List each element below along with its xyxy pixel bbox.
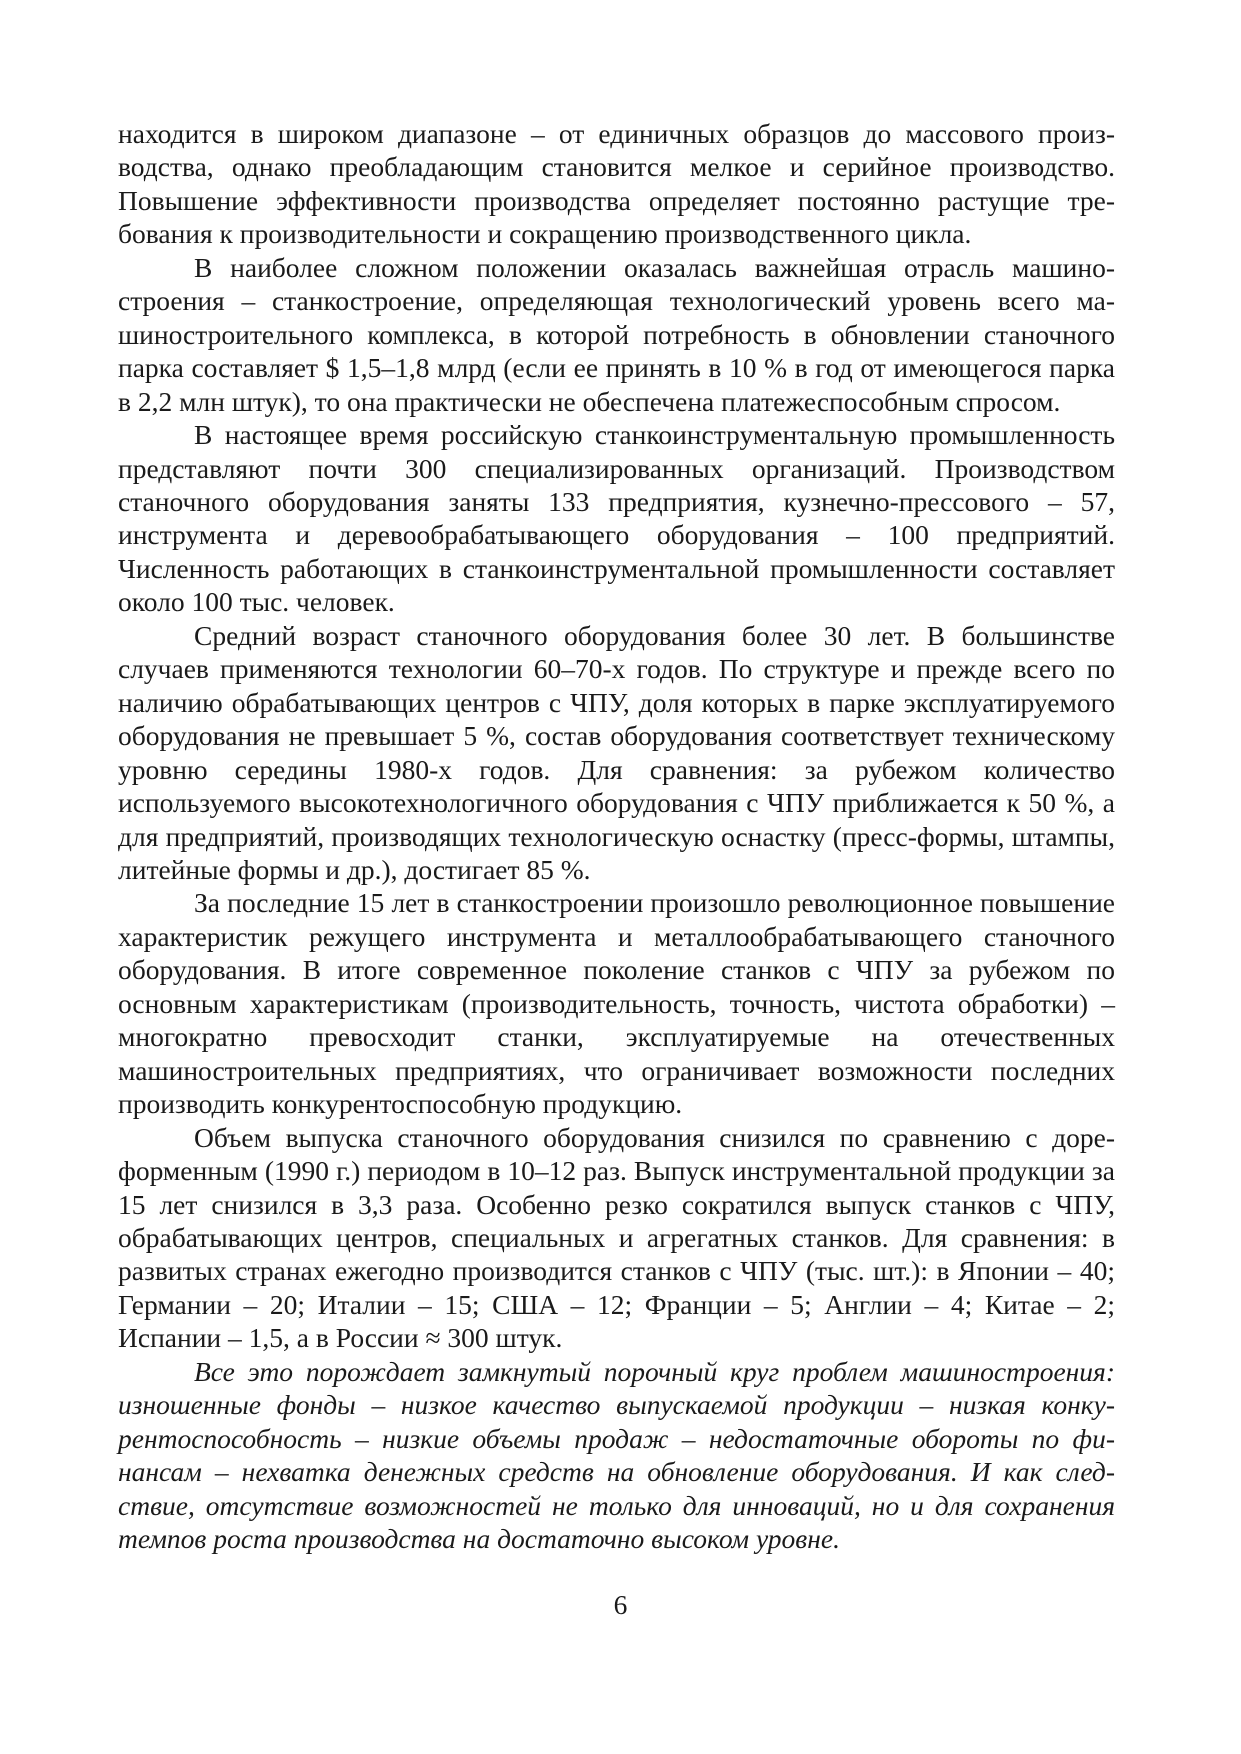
paragraph-equipment-age: Средний возраст станочного оборудования более 30 лет. В большинстве случаев применяются технологии 60–70-х годов. По структуре и прежде всего по наличию обрабатывающих центров с ЧПУ, доля которых в парке эксплуатируемого оборудования не превышает 5 %, состав оборудования соответствует техническому уровню середины 1980-х годов. Для сравнения: за рубежом количество используемого высокотехнологичного оборудования с ЧПУ приближается к 50 %, а для предприятий, производящих технологическую оснастку (пресс-формы, штампы, литейные формы и др.), достигает 85 %. (118, 619, 1115, 885)
paragraph-output-decline: Объем выпуска станочного оборудования снизился по сравнению с дореформенным (1990 г.) периодом в 10–12 раз. Выпуск инструментальной продукции за 15 лет снизился в 3,3 раза. Особенно резко сократился выпуск станков с ЧПУ, обрабатывающих центров, специальных и агрегатных станков. Для сравнения: в развитых странах ежегодно производится станков с ЧПУ (тыс. шт.): в Японии – 40; Германии – 20; Италии – 15; США – 12; Франции – 5; Англии – 4; Китае – 2; Испании – 1,5, а в России ≈ 300 штук. (118, 1121, 1115, 1354)
paragraph-industry-structure: В настоящее время российскую станкоинструментальную промышленность представляют почти 300 специализированных организаций. Производством станочного оборудования заняты 133 предприятия, кузнечно-прессового – 57, инструмента и деревообрабатывающего оборудования – 100 предприятий. Численность работающих в станкоинструментальной промышленности составляет около 100 тыс. человек. (118, 419, 1115, 618)
paragraph-machine-tool-industry: В наиболее сложном положении оказалась важнейшая отрасль машиностроения – станкостроение, определяющая технологический уровень всего машиностроительного комплекса, в которой потребность в обновлении станочного парка составляет $ 1,5–1,8 млрд (если ее принять в 10 % в год от имеющегося парка в 2,2 млн штук), то она практически не обеспечена платежеспособным спросом. (118, 251, 1115, 417)
page-body (118, 117, 1115, 1555)
paragraph-cnc-progress: За последние 15 лет в станкостроении произошло революционное повышение характеристик режущего инструмента и металлообрабатывающего станочного оборудования. В итоге современное поколение станков с ЧПУ за рубежом по основным характеристикам (производительность, точность, чистота обработки) – многократно превосходит станки, эксплуатируемые на отечественных машиностроительных предприятиях, что ограничивает возможности последних производить конкурентоспособную продукцию. (118, 887, 1115, 1120)
paragraph-continued: находится в широком диапазоне – от единичных образцов до массового производства, однако преобладающим становится мелкое и серийное производство. Повышение эффективности производства определяет постоянно растущие требования к производительности и сокращению производственного цикла. (118, 118, 1115, 250)
paragraph-vicious-circle: Все это порождает замкнутый порочный круг проблем машиностроения: изношенные фонды – низкое качество выпускаемой продукции – низкая конкурентоспособность – низкие объемы продаж – недостаточные обороты по финансам – нехватка денежных средств на обновление оборудования. И как следствие, отсутствие возможностей не только для инноваций, но и для сохранения темпов роста производства на достаточно высоком уровне. (118, 1355, 1115, 1555)
page-number: 6 (613, 1589, 628, 1620)
